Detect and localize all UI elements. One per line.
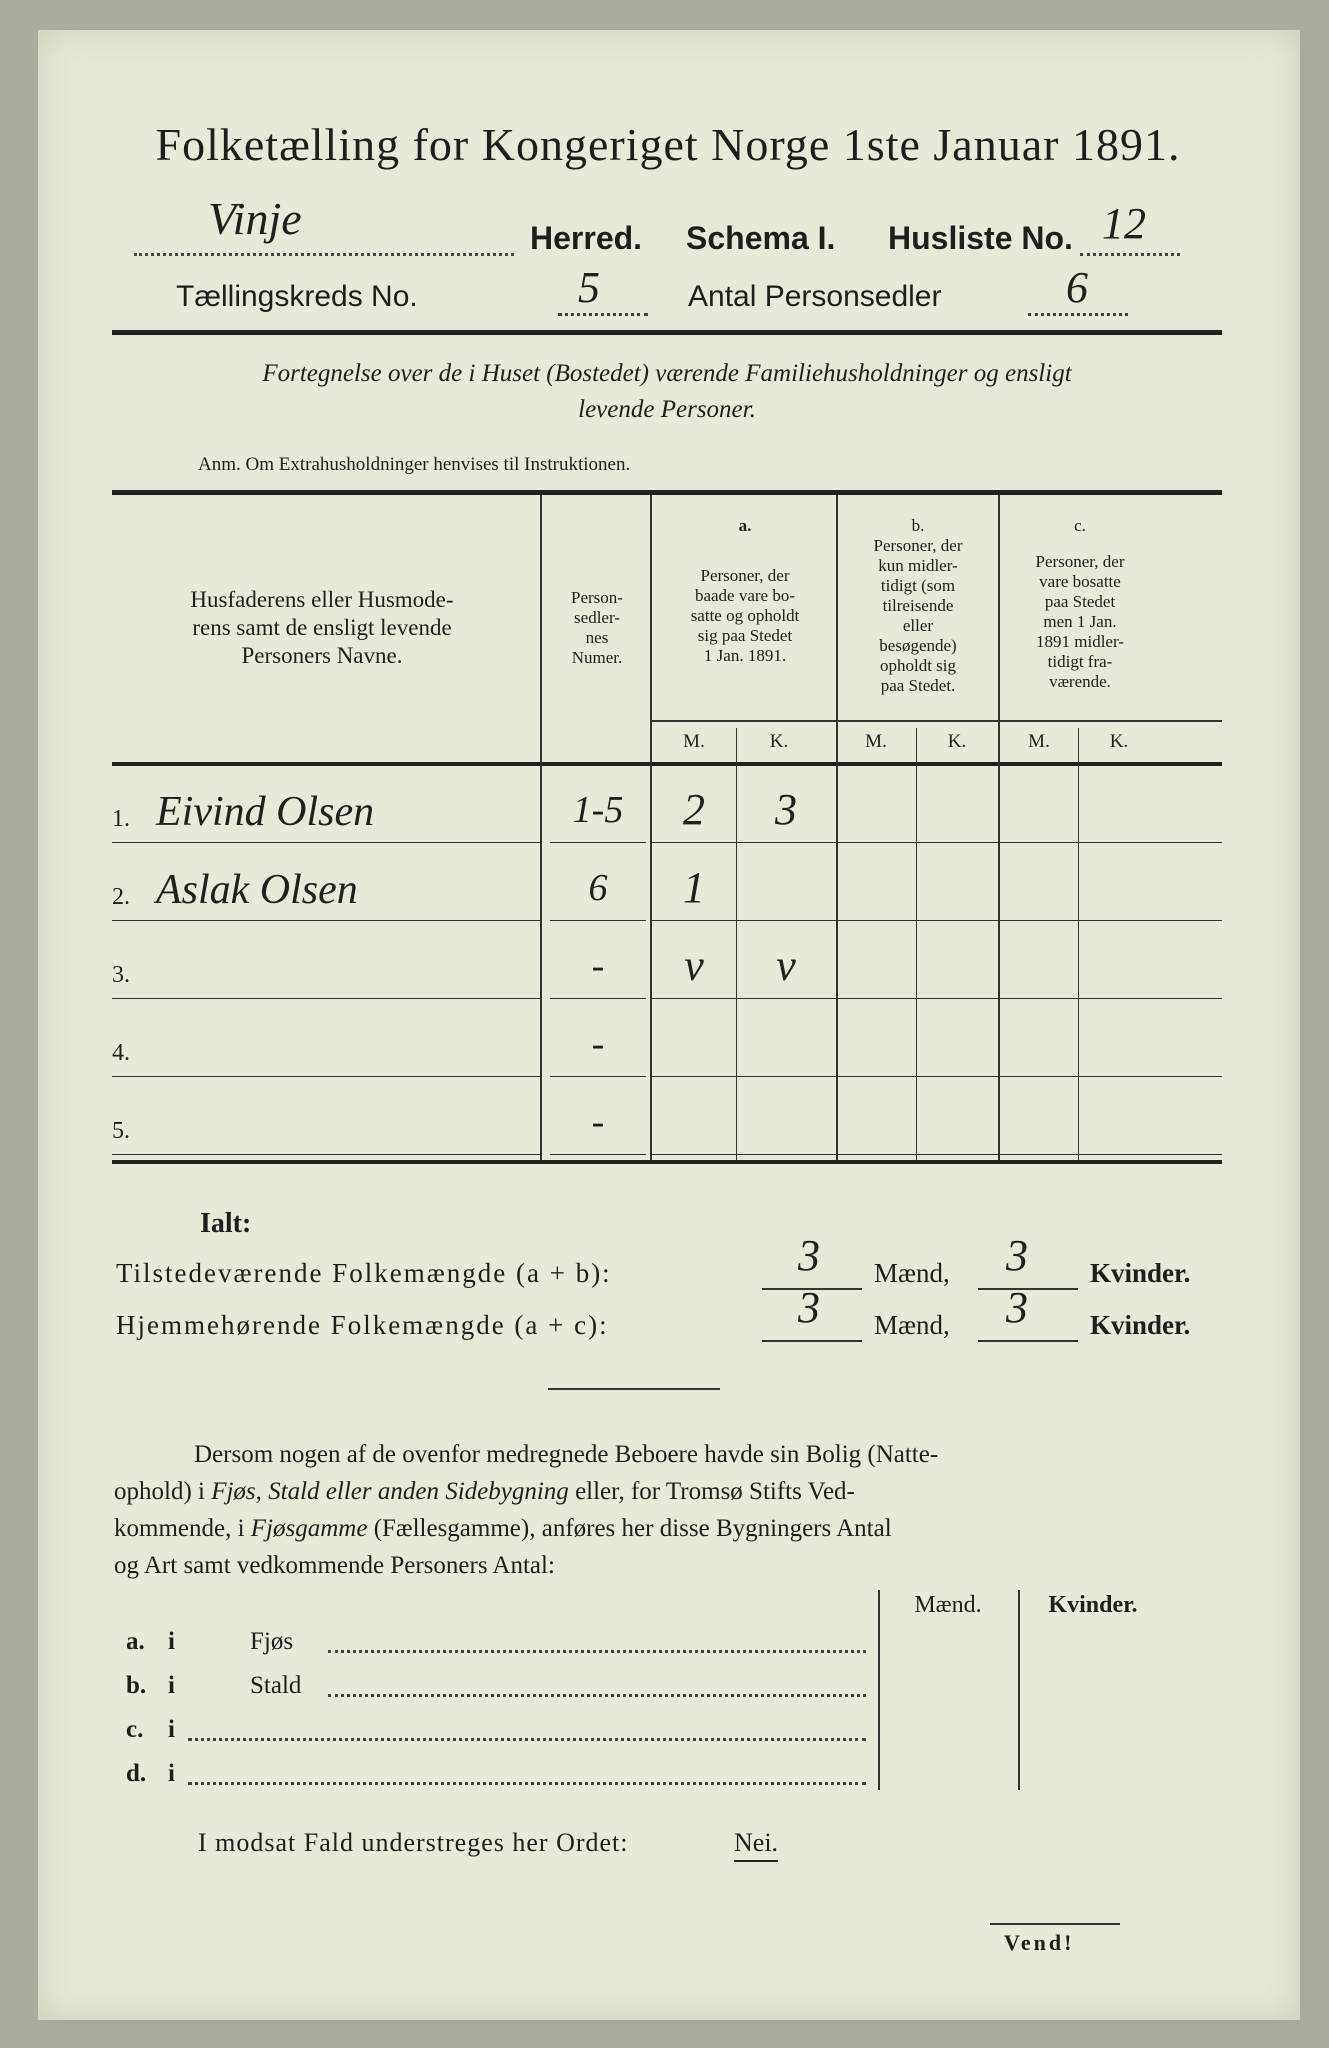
hjemme-m-value: 3 [798, 1283, 820, 1332]
census-form [38, 30, 1300, 2020]
col-num-header [542, 588, 652, 668]
row-underline [652, 920, 836, 921]
hjemme-kvinder: Kvinder. [1090, 1310, 1191, 1340]
para-line-2-a: ophold) i [114, 1478, 212, 1505]
para-line-1: Dersom nogen af de ovenfor medregnede Beboere havde sin Bolig (Natte- [194, 1441, 939, 1468]
row-underline [112, 998, 540, 999]
tilstede-k-field [978, 1280, 1078, 1290]
buildings-kvinder-header: Kvinder. [1048, 1592, 1138, 1618]
b-k-label: K. [947, 731, 967, 752]
tilstede-k-value: 3 [1006, 1231, 1028, 1280]
col-num-header-line-2: sedler- [574, 608, 620, 627]
row-underline [652, 1076, 836, 1077]
col-c-header-line-7: værende. [1049, 672, 1111, 691]
table-vline [540, 495, 542, 1160]
table-vline [916, 728, 917, 1160]
col-c-header [1000, 552, 1160, 692]
row-underline [1000, 842, 1222, 843]
row-number: 1. [112, 806, 130, 832]
row-underline [838, 920, 998, 921]
para-line-3-b: Fjøsgamme [250, 1515, 368, 1542]
col-b-header [838, 536, 998, 696]
vend-text: Vend! [1004, 1930, 1075, 1955]
building-dots [328, 1694, 866, 1697]
hjemme-maend: Mænd, [874, 1310, 950, 1340]
row-underline [652, 842, 836, 843]
col-b-header-line-2: kun midler- [878, 556, 958, 575]
buildings-maend-header: Mænd. [914, 1592, 982, 1618]
husliste-label: Husliste No. [888, 220, 1073, 256]
hjemme-m-field [762, 1332, 862, 1342]
table-vline [1078, 728, 1079, 1160]
col-name-header-line-1: Husfaderens eller Husmode- [190, 587, 454, 612]
building-i: i [168, 1672, 175, 1699]
col-b-letter: b. [911, 516, 925, 535]
table-vline [998, 495, 1000, 1160]
col-b-header-line-6: besøgende) [879, 636, 957, 655]
count-a-m: v [684, 941, 704, 990]
count-a-k: v [776, 941, 796, 990]
person-name: Aslak Olsen [156, 867, 358, 913]
kreds-value: 5 [578, 263, 600, 312]
person-number: - [591, 1101, 605, 1143]
building-letter: b. [126, 1672, 147, 1699]
modsat-text: I modsat Fald understreges her Ordet: [198, 1828, 629, 1857]
col-b-header-line-8: paa Stedet. [880, 676, 956, 695]
row-underline [550, 920, 646, 921]
row-number: 5. [112, 1118, 130, 1144]
col-c-letter: c. [1074, 516, 1086, 535]
col-c-header-line-4: men 1 Jan. [1043, 612, 1117, 631]
c-k-label: K. [1109, 731, 1129, 752]
para-line-2-b: Fjøs, Stald eller anden Sidebygning [211, 1478, 569, 1505]
table-vline [836, 495, 838, 1160]
kreds-label: Tællingskreds No. [176, 280, 418, 313]
nei-word: Nei. [734, 1828, 778, 1862]
form-title: Folketælling for Kongeriget Norge 1ste Januar 1891. [155, 119, 1181, 170]
tilstede-maend: Mænd, [874, 1258, 950, 1288]
row-number: 4. [112, 1040, 130, 1066]
col-name-header-line-2: rens samt de ensligt levende [192, 615, 452, 640]
col-a-header [652, 566, 838, 666]
col-num-header-line-4: Numer. [571, 648, 623, 667]
row-underline [550, 842, 646, 843]
building-letter: a. [126, 1628, 145, 1655]
row-underline [550, 1076, 646, 1077]
a-m-label: M. [683, 731, 705, 752]
col-c-header-line-6: tidigt fra- [1047, 652, 1113, 671]
herred-label: Herred. [530, 220, 643, 256]
para-line-4: og Art samt vedkommende Personers Antal: [114, 1552, 555, 1579]
kreds-field [558, 286, 648, 316]
building-i: i [168, 1716, 175, 1743]
building-letter: d. [126, 1760, 147, 1787]
a-k-label: K. [769, 731, 789, 752]
header-bottom-rule [112, 762, 1222, 766]
anm-note: Anm. Om Extrahusholdninger henvises til Instruktionen. [198, 454, 631, 475]
col-b-header-line-3: tidigt (som [880, 576, 956, 595]
vend-rule [990, 1923, 1120, 1925]
col-b-header-line-1: Personer, der [873, 536, 963, 555]
count-a-m: 2 [683, 785, 705, 834]
intro-line-1: Fortegnelse over de i Huset (Bostedet) værende Familiehusholdninger og ensligt [262, 360, 1072, 387]
intro-line-2: levende Personer. [578, 396, 756, 423]
row-underline [112, 842, 540, 843]
row-underline [838, 1076, 998, 1077]
row-underline [550, 1154, 646, 1155]
col-a-header-line-3: satte og opholdt [690, 606, 800, 625]
tilstede-label: Tilstedeværende Folkemængde (a + b): [116, 1258, 612, 1288]
building-dots [188, 1782, 866, 1785]
tilstede-m-value: 3 [798, 1231, 820, 1280]
col-num-header-line-1: Person- [571, 588, 623, 607]
col-b-header-line-7: opholdt sig [879, 656, 957, 675]
col-c-header-line-1: Personer, der [1035, 552, 1125, 571]
b-m-label: M. [865, 731, 887, 752]
herred-field [134, 222, 514, 256]
row-underline [1000, 1154, 1222, 1155]
row-underline [838, 998, 998, 999]
table-top-rule [112, 490, 1222, 495]
mk-rule [652, 720, 1222, 722]
hjemme-label: Hjemmehørende Folkemængde (a + c): [116, 1310, 609, 1340]
divider [548, 1388, 720, 1390]
row-underline [838, 1154, 998, 1155]
person-number: 6 [588, 867, 608, 909]
col-b-header-line-4: tilreisende [882, 596, 954, 615]
row-underline [838, 842, 998, 843]
col-c-header-line-2: vare bosatte [1039, 572, 1121, 591]
col-num-header-line-3: nes [585, 628, 609, 647]
row-underline [1000, 998, 1222, 999]
row-number: 2. [112, 884, 130, 910]
row-underline [550, 998, 646, 999]
building-dots [328, 1650, 866, 1653]
table-bottom-rule [112, 1160, 1222, 1164]
building-letter: c. [126, 1716, 144, 1743]
buildings-vline [1018, 1590, 1020, 1790]
col-name-header [112, 586, 532, 670]
para-line-3-a: kommende, i [114, 1515, 251, 1542]
col-a-header-line-5: 1 Jan. 1891. [703, 646, 787, 665]
person-number: - [591, 1023, 605, 1065]
col-a-letter: a. [738, 516, 752, 535]
col-c-header-line-3: paa Stedet [1044, 592, 1116, 611]
row-underline [1000, 920, 1222, 921]
header-rule [112, 330, 1222, 335]
antal-value: 6 [1066, 263, 1088, 312]
ialt-label: Ialt: [200, 1208, 252, 1239]
schema-label: Schema I. [686, 220, 836, 256]
col-a-header-line-2: baade vare bo- [694, 586, 796, 605]
para-line-3 [114, 1510, 1222, 1547]
buildings-vline [878, 1590, 880, 1790]
row-underline [1000, 1076, 1222, 1077]
husliste-value: 12 [1102, 199, 1146, 248]
person-number: - [591, 945, 605, 987]
row-underline [112, 1154, 540, 1155]
col-a-header-line-1: Personer, der [700, 566, 790, 585]
count-a-m: 1 [683, 863, 705, 912]
building-dots [188, 1738, 866, 1741]
para-line-2 [114, 1473, 1222, 1510]
col-b-header-line-5: eller [902, 616, 934, 635]
row-underline [112, 1076, 540, 1077]
col-a-header-line-4: sig paa Stedet [697, 626, 793, 645]
para-line-2-c: eller, for Tromsø Stifts Ved- [568, 1478, 855, 1505]
building-name: Fjøs [250, 1628, 294, 1655]
row-underline [652, 1154, 836, 1155]
building-i: i [168, 1760, 175, 1787]
person-number: 1-5 [572, 789, 624, 831]
col-name-header-line-3: Personers Navne. [241, 643, 403, 668]
hjemme-k-field [978, 1332, 1078, 1342]
hjemme-k-value: 3 [1006, 1283, 1028, 1332]
antal-label: Antal Personsedler [688, 280, 942, 313]
col-c-header-line-5: 1891 midler- [1036, 632, 1124, 651]
row-number: 3. [112, 962, 130, 988]
row-underline [112, 920, 540, 921]
row-underline [652, 998, 836, 999]
c-m-label: M. [1028, 731, 1050, 752]
tilstede-kvinder: Kvinder. [1090, 1258, 1191, 1288]
para-line-3-c: (Fællesgamme), anføres her disse Bygningers Antal [367, 1515, 892, 1542]
building-i: i [168, 1628, 175, 1655]
count-a-k: 3 [775, 785, 797, 834]
building-name: Stald [250, 1672, 302, 1699]
herred-value: Vinje [208, 193, 302, 244]
person-name: Eivind Olsen [156, 789, 375, 835]
